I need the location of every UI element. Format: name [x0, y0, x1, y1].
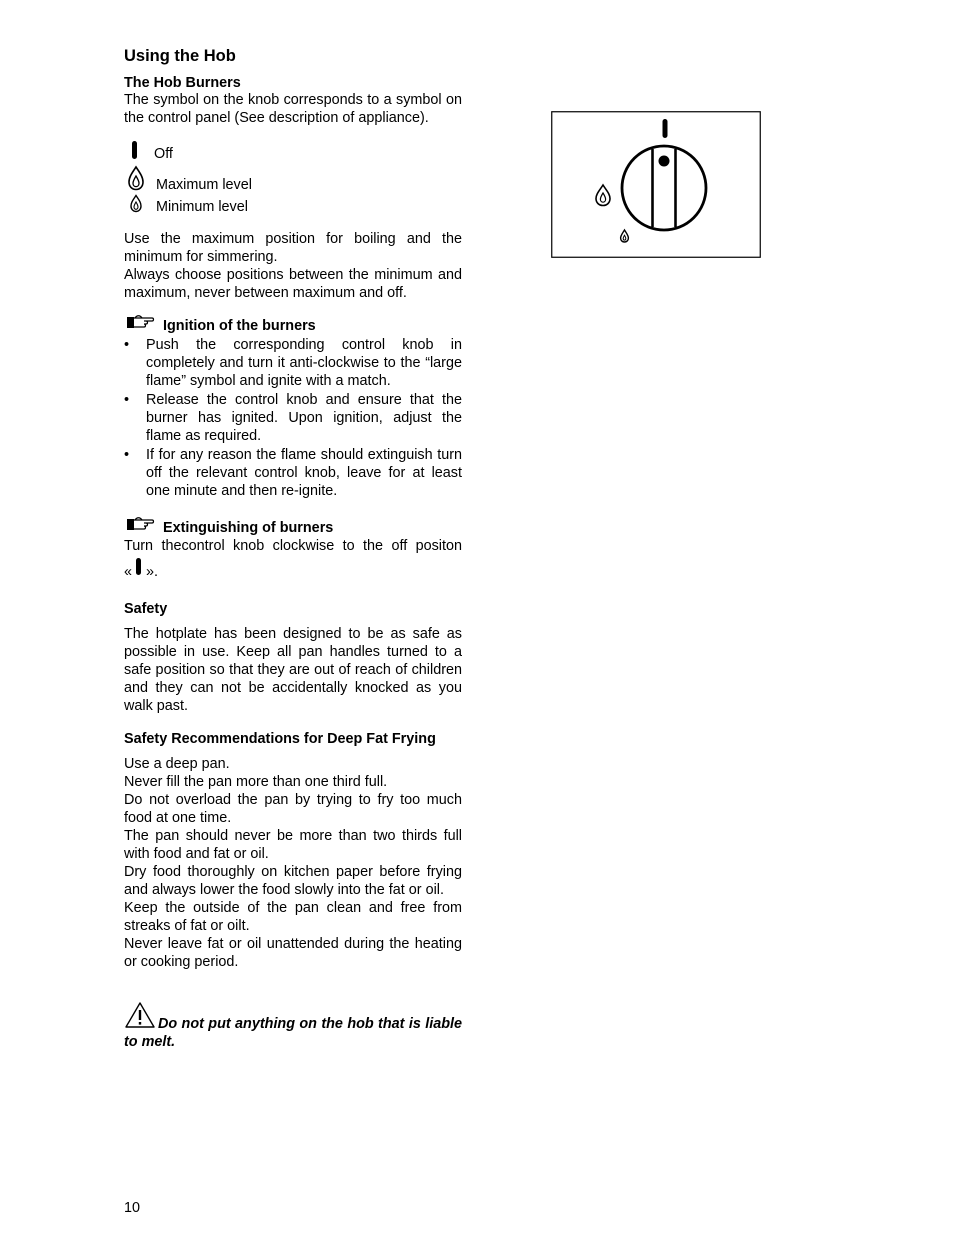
large-flame-icon: [127, 165, 145, 191]
pointing-hand-icon: [126, 313, 156, 331]
extinguishing-text: Turn thecontrol knob clockwise to the off positon: [124, 538, 462, 554]
deep-fat-line: Never leave fat or oil unattended during the heating or cooking period.: [124, 936, 462, 970]
legend-label-minimum: Minimum level: [156, 199, 248, 215]
legend-label-maximum: Maximum level: [156, 177, 252, 193]
extinguishing-quote-open: «: [124, 564, 133, 580]
legend-label-off: Off: [154, 146, 173, 162]
deep-fat-line: Use a deep pan.: [124, 756, 230, 772]
off-bar-icon: [131, 140, 139, 160]
section-title-safety: Safety: [124, 601, 168, 617]
warning-text: Do not put anything on the hob that is liable to melt.: [124, 1016, 462, 1050]
deep-fat-line: Do not overload the pan by trying to fry too much food at one time.: [124, 792, 462, 826]
section-title-deep-fat: Safety Recommendations for Deep Fat Frying: [124, 731, 436, 747]
ignition-step: • If for any reason the flame should extinguish turn off the relevant control knob, leave for at least one minute and then re-ignite.: [124, 446, 462, 500]
section-title-extinguishing: Extinguishing of burners: [163, 520, 334, 536]
burners-usage-1: Use the maximum position for boiling and the minimum for simmering.: [124, 231, 462, 265]
deep-fat-line: Keep the outside of the pan clean and free from streaks of fat or oilt.: [124, 900, 462, 934]
control-knob-figure: [551, 111, 761, 258]
section-title-hob-burners: The Hob Burners: [124, 75, 241, 91]
safety-text: The hotplate has been designed to be as safe as possible in use. Keep all pan handles turned to a safe position so that they are out of reach of children and they can not be accidentally knocked as you walk past.: [124, 626, 462, 714]
ignition-steps-list: [124, 336, 462, 500]
section-title-ignition: Ignition of the burners: [163, 318, 316, 334]
off-bar-icon: [663, 119, 668, 138]
knob-icon: [622, 146, 706, 230]
pointing-hand-icon: [126, 515, 156, 533]
off-bar-icon: [135, 557, 143, 577]
burners-usage-2: Always choose positions between the minimum and maximum, never between maximum and off.: [124, 267, 462, 301]
page-number: 10: [124, 1200, 141, 1216]
deep-fat-line: Never fill the pan more than one third full.: [124, 774, 388, 790]
deep-fat-line: Dry food thoroughly on kitchen paper before frying and always lower the food slowly into the fat or oil.: [124, 864, 462, 898]
page-heading: Using the Hob: [124, 47, 236, 65]
ignition-step: • Push the corresponding control knob in completely and turn it anti-clockwise to the “large flame” symbol and ignite with a match.: [124, 336, 462, 390]
deep-fat-line: The pan should never be more than two thirds full with food and fat or oil.: [124, 828, 462, 862]
ignition-step: • Release the control knob and ensure that the burner has ignited. Upon ignition, adjust the flame as required.: [124, 391, 462, 445]
extinguishing-quote-close: ».: [146, 564, 159, 580]
deep-fat-lines: [124, 755, 462, 971]
burners-intro: The symbol on the knob corresponds to a symbol on the control panel (See description of appliance).: [124, 92, 462, 126]
small-flame-icon: [129, 194, 143, 213]
